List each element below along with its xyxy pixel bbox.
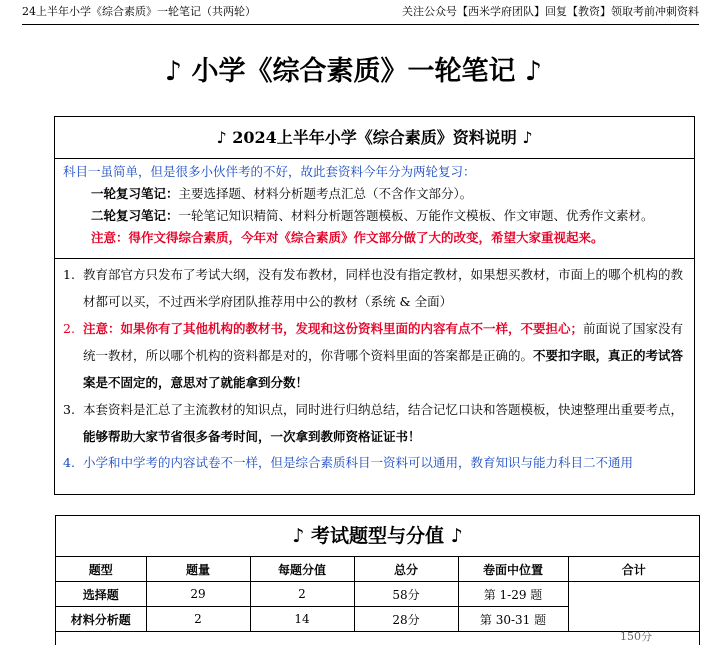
table-cell: 2 — [146, 607, 250, 632]
item-number: 3. — [63, 402, 75, 417]
info-item-1 — [63, 261, 686, 315]
table-header-row — [56, 557, 699, 582]
item-number: 4. — [63, 455, 75, 470]
intro-line: 科目一虽简单，但是很多小伙伴考的不好，故此套资料今年分为两轮复习： — [63, 164, 476, 179]
round1-line — [63, 183, 686, 205]
table-total-value: 150分 — [620, 630, 652, 643]
column-header: 合计 — [568, 557, 699, 582]
table-cell: 28分 — [354, 607, 458, 632]
round1-label: 一轮复习笔记： — [91, 186, 179, 201]
info-items-list — [55, 259, 694, 475]
exam-table-title: ♪ 考试题型与分值 ♪ — [56, 516, 699, 557]
table-cell: 29 — [146, 582, 250, 607]
column-header: 题型 — [56, 557, 146, 582]
exam-score-table — [56, 557, 699, 632]
table-cell: 选择题 — [56, 582, 146, 607]
column-header: 总分 — [354, 557, 458, 582]
notice-line: 注意：得作文得综合素质，今年对《综合素质》作文部分做了大的改变，希望大家重视起来。 — [91, 230, 604, 245]
info-item-2 — [63, 315, 686, 396]
exam-table — [55, 515, 700, 645]
item-red-text: 注意：如果你有了其他机构的教材书，发现和这份资料里面的内容有点不一样，不要担心； — [83, 321, 584, 336]
page-header — [22, 4, 699, 25]
header-right-text: 关注公众号【西米学府团队】回复【教资】领取考前冲刺资料 — [402, 5, 699, 18]
column-header: 题量 — [146, 557, 250, 582]
item-text: 前面说了国家没有统一教材，所以哪个机构的资料都是对的，你背哪个资料里面的答案都是正确的。 — [83, 321, 684, 363]
item-bold-text: 能够帮助大家节省很多备考时间，一次拿到教师资格证证书！ — [83, 429, 421, 444]
table-cell: 第 1-29 题 — [458, 582, 568, 607]
column-header: 每题分值 — [250, 557, 354, 582]
header-left-text: 24上半年小学《综合素质》一轮笔记（共两轮） — [22, 5, 256, 18]
table-cell: 14 — [250, 607, 354, 632]
info-box-title: ♪ 2024上半年小学《综合素质》资料说明 ♪ — [55, 117, 694, 159]
table-cell: 58分 — [354, 582, 458, 607]
item-number: 2. — [63, 321, 75, 336]
round2-line — [63, 205, 686, 227]
table-cell: 2 — [250, 582, 354, 607]
document-title: ♪ 小学《综合素质》一轮笔记 ♪ — [164, 56, 543, 87]
round1-text: 主要选择题、材料分析题考点汇总（不含作文部分）。 — [178, 186, 473, 201]
item-text: 小学和中学考的内容试卷不一样，但是综合素质科目一资料可以通用，教育知识与能力科目二不通用 — [83, 455, 634, 470]
item-text: 本套资料是汇总了主流教材的知识点，同时进行归纳总结，结合记忆口诀和答题模板，快速整理出重要考点， — [83, 402, 684, 417]
info-item-3 — [63, 396, 686, 450]
table-row — [56, 582, 699, 607]
info-item-4 — [63, 451, 686, 475]
table-total-cell — [568, 582, 699, 632]
table-cell: 第 30-31 题 — [458, 607, 568, 632]
round2-text: 一轮笔记知识精简、材料分析题答题模板、万能作文模板、作文审题、优秀作文素材。 — [178, 208, 654, 223]
round2-label: 二轮复习笔记： — [91, 208, 179, 223]
item-number: 1. — [63, 267, 75, 282]
info-box — [54, 116, 695, 495]
item-bold-text: 不要扣字眼，真正的考试答案是不固定的，意思对了就能拿到分数！ — [83, 348, 684, 390]
info-intro-section — [55, 159, 694, 259]
column-header: 卷面中位置 — [458, 557, 568, 582]
item-text: 教育部官方只发布了考试大纲，没有发布教材，同样也没有指定教材，如果想买教材，市面上的哪个机构的教材都可以买，不过西米学府团队推荐用中公的教材（系统 & 全面） — [83, 267, 684, 309]
table-cell: 材料分析题 — [56, 607, 146, 632]
